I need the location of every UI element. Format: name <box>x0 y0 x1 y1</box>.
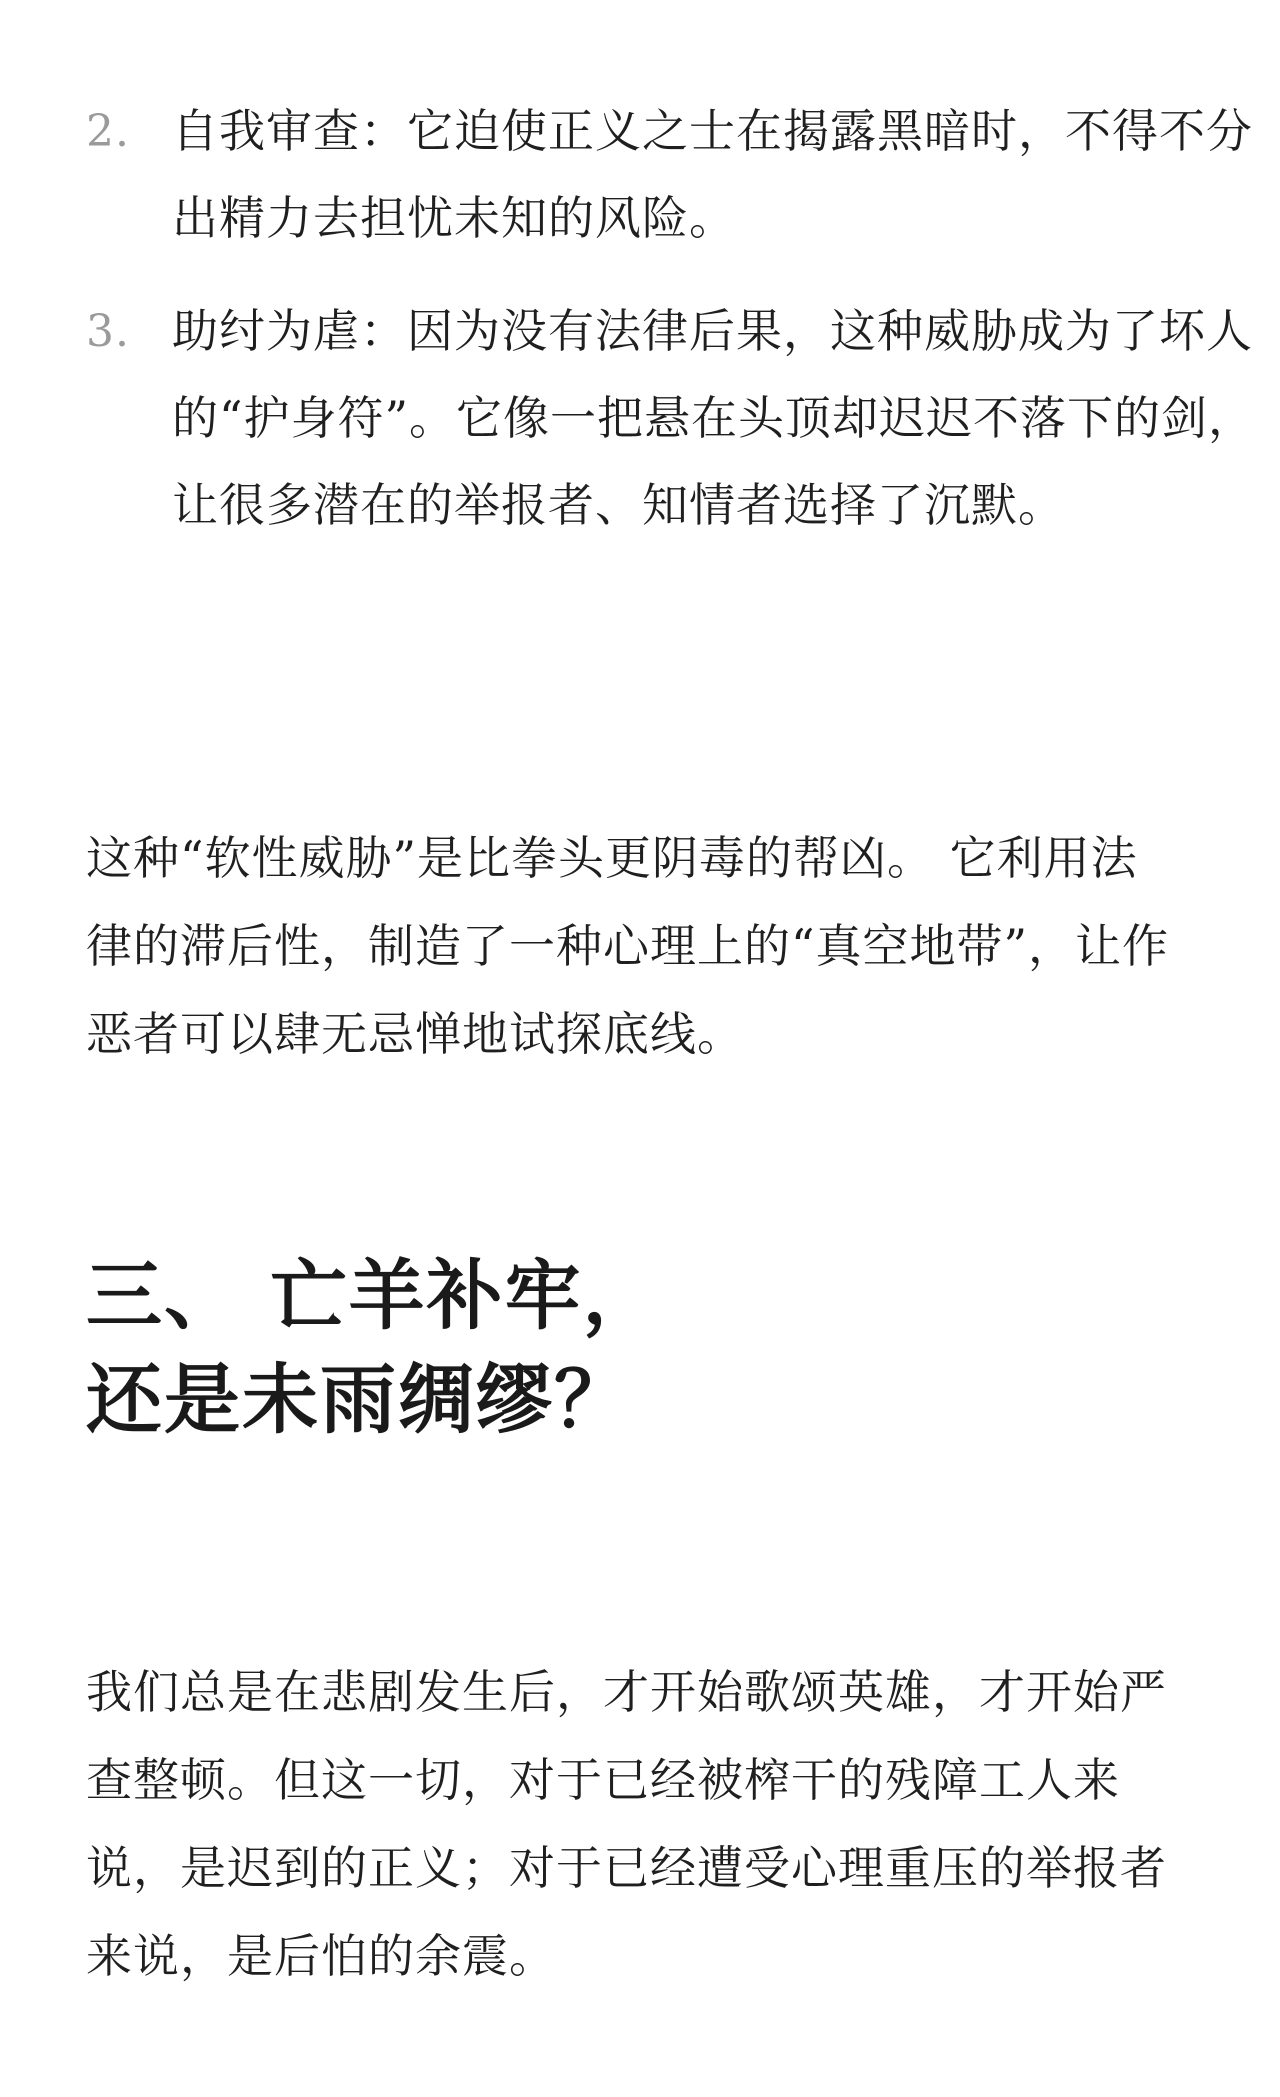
paragraph: 我们总是在悲剧发生后，才开始歌颂英雄，才开始严查整顿。但这一切，对于已经被榨干的残障工人来说，是迟到的正义；对于已经遭受心理重压的举报者来说，是后怕的余震。 <box>86 1665 1167 1983</box>
list-item <box>86 288 1280 549</box>
heading-line: 三、 亡羊补牢， <box>86 1251 661 1340</box>
list-item <box>86 88 1280 262</box>
list-number: 3. <box>86 306 130 357</box>
section-heading <box>86 1244 660 1452</box>
paragraph: 这种“软性威胁”是比拳头更阴毒的帮凶。 它利用法律的滞后性，制造了一种心理上的“真空地带”，让作恶者可以肆无忌惮地试探底线。 <box>86 831 1170 1061</box>
list-item-text: 自我审查：它迫使正义之士在揭露黑暗时，不得不分出精力去担忧未知的风险。 <box>172 104 1253 245</box>
heading-line: 还是未雨绸缪？ <box>86 1355 632 1444</box>
list-number: 2. <box>86 106 130 157</box>
list-item-text: 助纣为虐：因为没有法律后果，这种威胁成为了坏人的“护身符”。它像一把悬在头顶却迟迟不落下的剑，让很多潜在的举报者、知情者选择了沉默。 <box>172 304 1256 532</box>
